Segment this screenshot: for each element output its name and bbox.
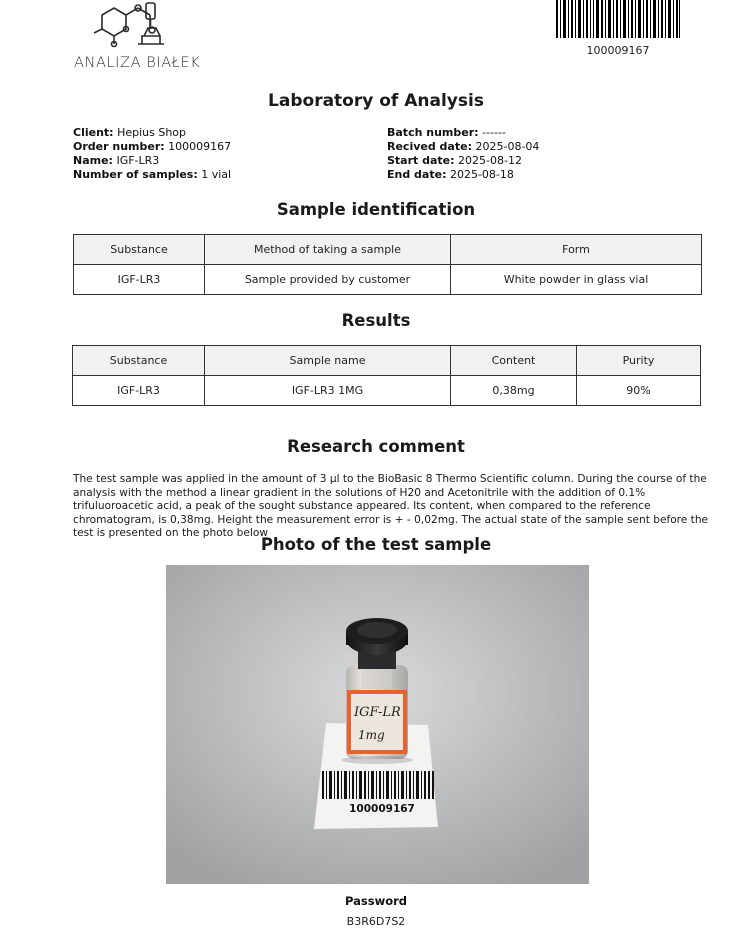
sample-identification-table xyxy=(73,234,702,295)
table-cell: IGF-LR3 1MG xyxy=(205,376,451,406)
client-row: Client: Hepius Shop xyxy=(73,126,187,139)
table-header-cell: Substance xyxy=(73,346,205,376)
results-table xyxy=(72,345,701,406)
password-value: B3R6D7S2 xyxy=(346,915,406,928)
password-label: Password xyxy=(345,894,407,908)
table-header-cell: Sample name xyxy=(205,346,451,376)
end-date-row: End date: 2025-08-18 xyxy=(387,168,514,181)
table-header-row xyxy=(74,235,702,265)
order-number-row: Order number: 100009167 xyxy=(73,140,232,153)
sample-identification-title: Sample identification xyxy=(276,200,476,219)
table-cell: IGF-LR3 xyxy=(74,265,205,295)
table-cell: IGF-LR3 xyxy=(73,376,205,406)
table-row xyxy=(74,265,702,295)
batch-row: Batch number: ------ xyxy=(387,126,506,139)
table-cell: White powder in glass vial xyxy=(451,265,702,295)
table-cell: 90% xyxy=(577,376,701,406)
batch-info xyxy=(387,126,539,182)
results-title: Results xyxy=(341,311,411,330)
vial-label-text: IGF-LR xyxy=(354,705,401,720)
table-cell: Sample provided by customer xyxy=(205,265,451,295)
table-header-cell: Substance xyxy=(74,235,205,265)
table-cell: 0,38mg xyxy=(451,376,577,406)
photo-title: Photo of the test sample xyxy=(260,535,492,554)
logo-name: ANALIZA BIAŁEK xyxy=(74,55,201,71)
table-row xyxy=(73,376,701,406)
card-barcode-number: 100009167 xyxy=(349,803,415,815)
research-comment-text: The test sample was applied in the amount of 3 µl to the BioBasic 8 Thermo Scientific column. During the course of the analysis with the method a linear gradient in the solutions of H20 and Acetonitrile with the addition of 0.1% trifuluoroacetic acid, a peak of the sought substance appeared. Its content, when compared to the reference chromatogram, is 0,38mg. Height the measurement error is + - 0,02mg. The actual state of the sample sent before the test is presented on the photo below xyxy=(73,473,709,540)
table-header-cell: Purity xyxy=(577,346,701,376)
order-info xyxy=(73,126,231,182)
barcode-number: 100009167 xyxy=(586,44,650,57)
barcode-icon xyxy=(556,0,680,38)
document-title: Laboratory of Analysis xyxy=(268,91,484,111)
table-header-cell: Content xyxy=(451,346,577,376)
name-row: Name: IGF-LR3 xyxy=(73,154,160,167)
table-header-cell: Form xyxy=(451,235,702,265)
sample-photo xyxy=(166,565,589,884)
vial-label-dose: 1mg xyxy=(358,728,385,742)
table-header-row xyxy=(73,346,701,376)
samples-row: Number of samples: 1 vial xyxy=(73,168,232,181)
received-date-row: Recived date: 2025-08-04 xyxy=(387,140,540,153)
table-header-cell: Method of taking a sample xyxy=(205,235,451,265)
start-date-row: Start date: 2025-08-12 xyxy=(387,154,522,167)
research-comment-title: Research comment xyxy=(287,437,465,456)
